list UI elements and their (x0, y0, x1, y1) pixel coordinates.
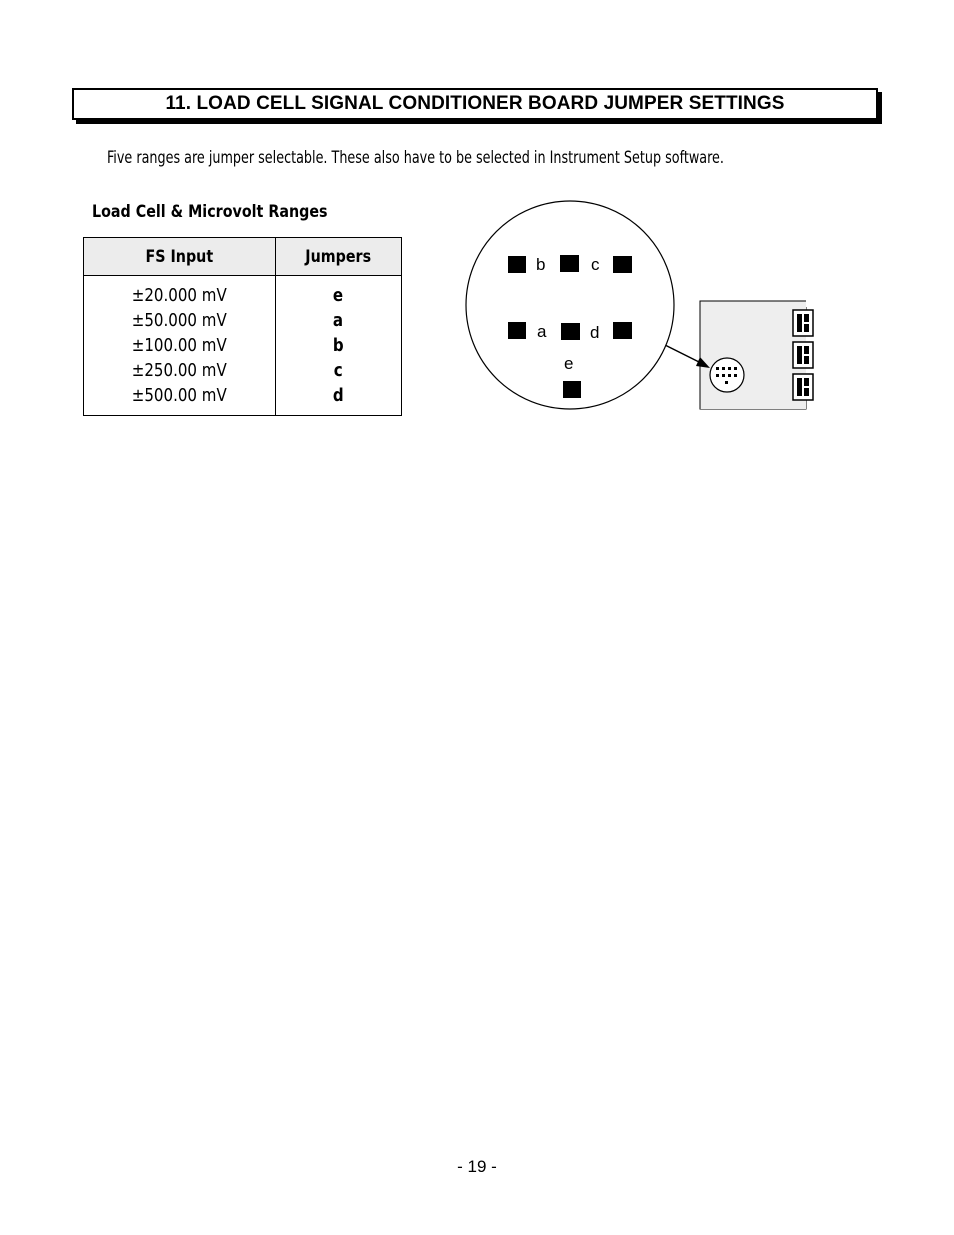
fs-input-value: ±20.000 mV (131, 286, 227, 306)
jumper-pad (613, 322, 632, 339)
jumpers-cell (275, 276, 401, 416)
jumper-label-e: e (564, 354, 574, 373)
jumper-label-c: c (591, 255, 600, 274)
jumper-label-d: d (590, 323, 600, 342)
connector (793, 374, 813, 400)
connector (793, 310, 813, 336)
fs-input-cell (84, 276, 276, 416)
jumper-pad (613, 256, 632, 273)
section-header (72, 88, 878, 120)
connector (793, 342, 813, 368)
jumper-block-small (710, 358, 744, 392)
jumper-value: e (333, 286, 344, 306)
jumper-pad (561, 323, 580, 340)
jumper-value: c (333, 361, 343, 381)
magnified-view (466, 201, 674, 409)
board (700, 301, 806, 409)
fs-input-value: ±100.00 mV (131, 336, 227, 356)
jumper-value: b (332, 336, 344, 356)
jumper-value: d (332, 386, 344, 406)
fs-input-value: ±50.000 mV (131, 311, 227, 331)
fs-input-value: ±500.00 mV (131, 386, 227, 406)
ranges-table (83, 237, 402, 416)
jumper-value: a (333, 311, 344, 331)
table-header-row (84, 238, 402, 276)
jumper-pad (508, 256, 526, 273)
jumper-pad (508, 322, 526, 339)
table-row (84, 276, 402, 416)
header-fs-input: FS Input (84, 238, 276, 276)
page-number: - 19 - (457, 1157, 497, 1176)
header-jumpers: Jumpers (275, 238, 401, 276)
table-title: Load Cell & Microvolt Ranges (92, 202, 328, 222)
jumper-label-b: b (536, 255, 546, 274)
jumper-pad (563, 381, 581, 398)
jumper-label-a: a (537, 322, 547, 341)
fs-input-value: ±250.00 mV (131, 361, 227, 381)
jumper-pad (560, 255, 579, 272)
jumper-diagram (460, 195, 820, 415)
intro-paragraph: Five ranges are jumper selectable. These also have to be selected in Instrument Setup software. (107, 148, 724, 167)
section-title: 11. LOAD CELL SIGNAL CONDITIONER BOARD JUMPER SETTINGS (165, 93, 785, 114)
